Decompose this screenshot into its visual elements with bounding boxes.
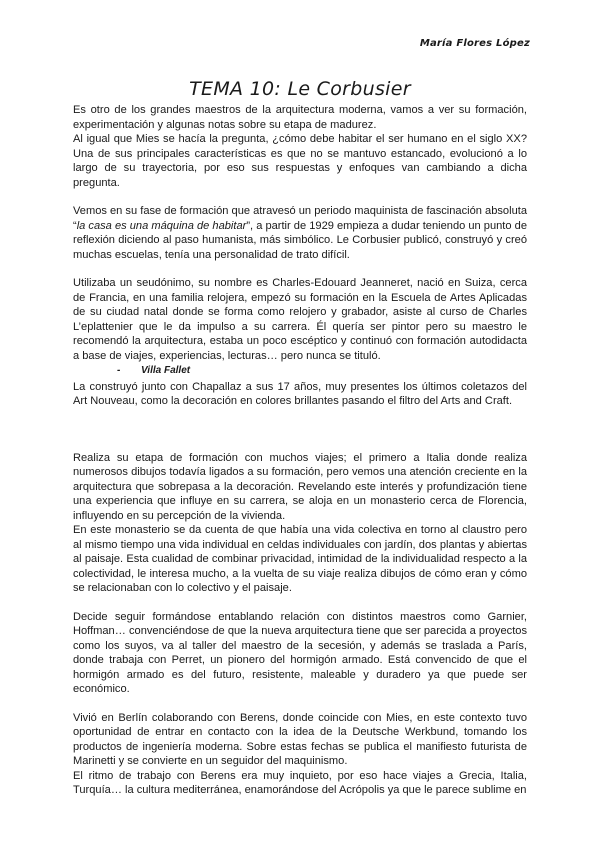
paragraph-machinist-period [73, 204, 527, 262]
paragraph-monastery: En este monasterio se da cuenta de que había una vida colectiva en torno al claustro pero al mismo tiempo una vida individual en celdas individuales con jardín, dos plantas y abiertas al paisaje. Esta cualidad de combinar privacidad, intimidad de la individualidad respecto a la colectividad, le interesa mucho, a la vuelta de su viaje realiza dibujos de cómo eran y cómo se relacionaban con lo colectivo y el paisaje. [73, 524, 527, 594]
document-body [73, 103, 527, 798]
paragraph-question: Al igual que Mies se hacía la pregunta, ¿cómo debe habitar el ser humano en el siglo XX? Una de sus principales características es que no se mantuvo estancado, evolucionó a lo largo de su trayectoria, por eso sus respuestas y enfoques van cambiando a dicha pregunta. [73, 133, 527, 189]
text-segment: ”, a partir de 1929 empieza a dudar teniendo un punto de reflexión diciendo al paso humanista, más simbólico. Le Corbusier publicó, construyó y creó muchas escuelas, tenía una personalidad de trato difícil. [73, 219, 527, 261]
bullet-label: Villa Fallet [141, 365, 191, 376]
page-title: TEMA 10: Le Corbusier [189, 78, 411, 100]
paragraph-masters: Decide seguir formándose entablando relación con distintos maestros como Garnier, Hoffman… convenciéndose de que la nueva arquitectura tiene que ser parecida a proyectos como los suyos, va al taller del maestro de la secesión, y además se traslada a París, donde trabaja con Perret, un pionero del hormigón armado. Está convencido de que el hormigón armado es del futuro, resistente, maleable y duradero ya que puede ser económico. [73, 610, 527, 695]
paragraph-trips: El ritmo de trabajo con Berens era muy inquieto, por eso hace viajes a Grecia, Italia, Turquía… la cultura mediterránea, enamorándose del Acrópolis ya que le parece sublime en [73, 769, 527, 796]
author-name: María Flores López [419, 38, 530, 49]
paragraph-berlin: Vivió en Berlín colaborando con Berens, donde coincide con Mies, en este contexto tuvo oportunidad de entrar en contacto con la idea de la Deutsche Werkbund, tomando los productos de ingeniería moderna. Sobre estas fechas se publica el manifiesto futurista de Marinetti y se convierte en un seguidor del maquinismo. [73, 711, 527, 767]
quote-text: la casa es una máquina de habitar [76, 219, 247, 232]
bullet-dash: - [117, 365, 121, 376]
paragraph-travels: Realiza su etapa de formación con muchos viajes; el primero a Italia donde realiza numerosos dibujos todavía ligados a su formación, pero vemos una atención creciente en la arquitectura que sobrepasa a la decoración. Revelando este interés y profundización tiene una experiencia que influye en su carrera, se aloja en un monasterio cerca de Florencia, influyendo en su percepción de la vivienda. [73, 451, 527, 522]
text-segment: Vemos en su fase de formación que atravesó un periodo maquinista de fascinación absoluta “ [73, 205, 527, 232]
paragraph-biography: Utilizaba un seudónimo, su nombre es Charles-Edouard Jeanneret, nació en Suiza, cerca de Francia, en una familia relojera, empezó su formación en la Escuela de Artes Aplicadas de su ciudad natal donde se forma como relojero y grabador, asiste al curso de Charles L’eplattenier que le da impulso a su carrera. Él quería ser pintor pero su maestro le recomendó la arquitectura, estaba un poco escéptico y continuó con formación autodidacta a base de viajes, experiencias, lecturas… pero nunca se tituló. [73, 277, 527, 362]
paragraph-intro: Es otro de los grandes maestros de la arquitectura moderna, vamos a ver su formación, experimentación y algunas notas sobre su etapa de madurez. [73, 104, 527, 131]
bullet-item [117, 364, 527, 379]
paragraph-villa-fallet: La construyó junto con Chapallaz a sus 17 años, muy presentes los últimos coletazos del Art Nouveau, como la decoración en colores brillantes pasando el filtro del Arts and Craft. [73, 380, 527, 407]
